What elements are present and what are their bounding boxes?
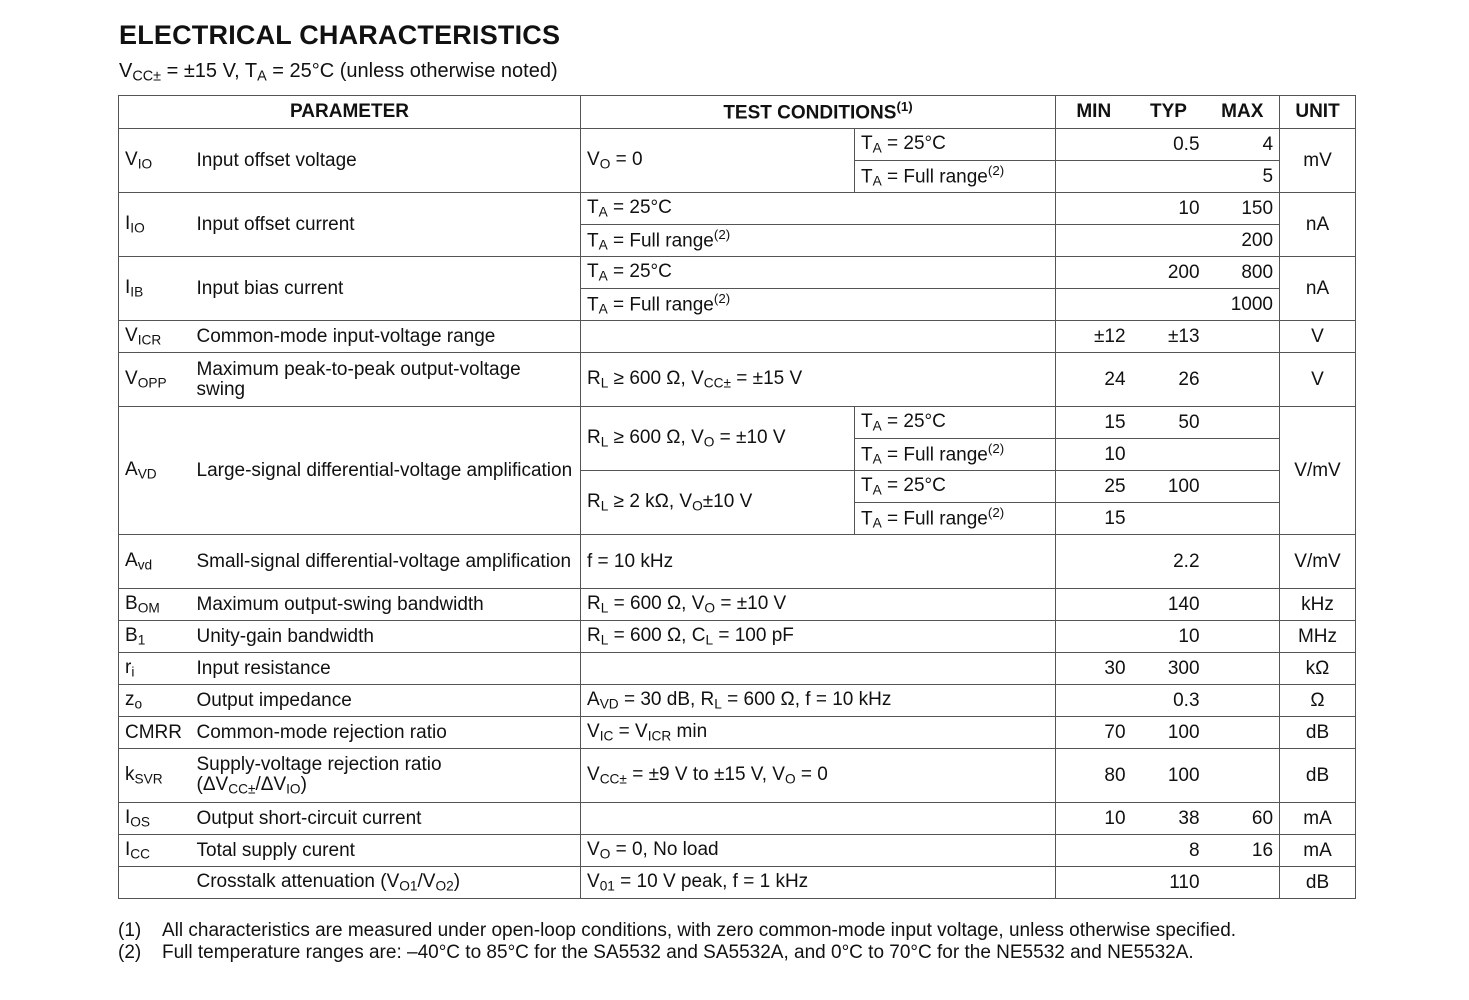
unit-cell: kΩ	[1280, 653, 1356, 685]
header-row	[119, 96, 1356, 129]
max-value	[1206, 653, 1280, 685]
max-value	[1206, 471, 1280, 503]
symbol-cell: $I_{IO}$	[119, 193, 195, 257]
typ-value: 140	[1132, 589, 1206, 621]
min-value: 24	[1056, 353, 1132, 407]
test-condition: $A_{VD} = 30$ dB, $R_L = 600$ Ω, f = 10 kHz	[581, 685, 1056, 717]
parameter-name: Maximum peak-to-peak output-voltage swing	[195, 353, 581, 407]
test-condition-sub: $T_A = 25^\circ C$	[855, 129, 1056, 161]
header-unit: UNIT	[1280, 96, 1356, 129]
symbol-cell: $V_{ICR}$	[119, 321, 195, 353]
symbol-cell: $z_o$	[119, 685, 195, 717]
max-value	[1206, 407, 1280, 439]
min-value: 30	[1056, 653, 1132, 685]
test-condition: $R_L = 600$ Ω, $V_O = \pm 10$ V	[581, 589, 1056, 621]
min-value	[1056, 685, 1132, 717]
min-value	[1056, 867, 1132, 899]
symbol-cell: $r_i$	[119, 653, 195, 685]
min-value: 10	[1056, 439, 1132, 471]
unit-cell: MHz	[1280, 621, 1356, 653]
symbol-cell: $B_1$	[119, 621, 195, 653]
unit-cell: mA	[1280, 803, 1356, 835]
table-row	[119, 867, 1356, 899]
typ-value: 2.2	[1132, 535, 1206, 589]
min-value: 15	[1056, 407, 1132, 439]
min-value	[1056, 257, 1132, 289]
min-value	[1056, 161, 1132, 193]
header-typ: TYP	[1132, 96, 1206, 129]
parameter-name: Common-mode rejection ratio	[195, 717, 581, 749]
max-value	[1206, 535, 1280, 589]
typ-value	[1132, 225, 1206, 257]
typ-value	[1132, 503, 1206, 535]
unit-cell: kHz	[1280, 589, 1356, 621]
header-test-conditions: TEST CONDITIONS$^{(1)}$	[581, 96, 1056, 129]
max-value	[1206, 749, 1280, 803]
unit-cell: V/mV	[1280, 407, 1356, 535]
symbol-cell: $A_{VD}$	[119, 407, 195, 535]
test-condition: $V_{01} = 10$ V peak, f = 1 kHz	[581, 867, 1056, 899]
unit-cell: V	[1280, 321, 1356, 353]
test-condition: $V_O = 0$	[581, 129, 855, 193]
min-value: 80	[1056, 749, 1132, 803]
max-value: 16	[1206, 835, 1280, 867]
symbol-cell: CMRR	[119, 717, 195, 749]
typ-value: 110	[1132, 867, 1206, 899]
unit-cell: mV	[1280, 129, 1356, 193]
test-condition: $V_O = 0$, No load	[581, 835, 1056, 867]
typ-value: 50	[1132, 407, 1206, 439]
typ-value: 200	[1132, 257, 1206, 289]
unit-cell: V/mV	[1280, 535, 1356, 589]
test-condition: $T_A$ = Full range$^{(2)}$	[581, 289, 1056, 321]
typ-value: 38	[1132, 803, 1206, 835]
min-value	[1056, 589, 1132, 621]
unit-cell: dB	[1280, 717, 1356, 749]
unit-cell: mA	[1280, 835, 1356, 867]
max-value	[1206, 353, 1280, 407]
symbol-cell: $V_{OPP}$	[119, 353, 195, 407]
typ-value: ±13	[1132, 321, 1206, 353]
min-value: ±12	[1056, 321, 1132, 353]
table-row	[119, 193, 1356, 225]
test-condition: $R_L \ge 2$ kΩ, $V_O\pm 10$ V	[581, 471, 855, 535]
test-condition: $T_A = 25^\circ C$	[581, 257, 1056, 289]
test-condition	[581, 653, 1056, 685]
symbol-cell: $V_{IO}$	[119, 129, 195, 193]
min-value: 25	[1056, 471, 1132, 503]
min-value	[1056, 621, 1132, 653]
min-value: 10	[1056, 803, 1132, 835]
max-value	[1206, 503, 1280, 535]
table-row	[119, 407, 1356, 439]
page-subtitle: $V_{CC\pm} = \pm 15$ V, $T_A = 25^\circ C$ (unless otherwise noted)	[119, 60, 558, 85]
header-min: MIN	[1056, 96, 1132, 129]
test-condition: $V_{IC} = V_{ICR}$ min	[581, 717, 1056, 749]
table-row	[119, 353, 1356, 407]
typ-value: 10	[1132, 193, 1206, 225]
header-max: MAX	[1206, 96, 1280, 129]
test-condition	[581, 321, 1056, 353]
symbol-cell	[119, 867, 195, 899]
min-value	[1056, 835, 1132, 867]
symbol-cell: $I_{CC}$	[119, 835, 195, 867]
parameter-name: Small-signal differential-voltage amplification	[195, 535, 581, 589]
symbol-cell: $B_{OM}$	[119, 589, 195, 621]
parameter-name: Unity-gain bandwidth	[195, 621, 581, 653]
electrical-characteristics-table	[118, 95, 1356, 899]
unit-cell: nA	[1280, 257, 1356, 321]
typ-value: 100	[1132, 717, 1206, 749]
parameter-name: Total supply curent	[195, 835, 581, 867]
typ-value	[1132, 289, 1206, 321]
typ-value	[1132, 439, 1206, 471]
table-row	[119, 803, 1356, 835]
unit-cell: dB	[1280, 749, 1356, 803]
test-condition: $T_A$ = Full range$^{(2)}$	[581, 225, 1056, 257]
test-condition: $R_L = 600$ Ω, $C_L = 100$ pF	[581, 621, 1056, 653]
max-value	[1206, 321, 1280, 353]
typ-value: 0.5	[1132, 129, 1206, 161]
unit-cell: Ω	[1280, 685, 1356, 717]
parameter-name: Input offset voltage	[195, 129, 581, 193]
parameter-name: Input bias current	[195, 257, 581, 321]
table-row	[119, 835, 1356, 867]
max-value	[1206, 867, 1280, 899]
parameter-name: Input offset current	[195, 193, 581, 257]
min-value: 15	[1056, 503, 1132, 535]
typ-value: 10	[1132, 621, 1206, 653]
table-row	[119, 653, 1356, 685]
test-condition: $T_A = 25^\circ C$	[581, 193, 1056, 225]
table-row	[119, 685, 1356, 717]
typ-value: 100	[1132, 749, 1206, 803]
max-value: 5	[1206, 161, 1280, 193]
symbol-cell: $I_{IB}$	[119, 257, 195, 321]
footnote-1: (1) All characteristics are measured under open-loop conditions, with zero common-mode input voltage, unless otherwise specified.	[118, 920, 1237, 941]
unit-cell: V	[1280, 353, 1356, 407]
unit-cell: nA	[1280, 193, 1356, 257]
footnote-2: (2) Full temperature ranges are: –40°C to 85°C for the SA5532 and SA5532A, and 0°C to 70°C for the NE5532 and NE5532A.	[118, 942, 1194, 963]
parameter-name: Output short-circuit current	[195, 803, 581, 835]
max-value: 1000	[1206, 289, 1280, 321]
table-row	[119, 589, 1356, 621]
max-value	[1206, 717, 1280, 749]
parameter-name: Supply-voltage rejection ratio $(\Delta V_{CC\pm}/\Delta V_{IO})$	[195, 749, 581, 803]
test-condition: $R_L \ge 600$ Ω, $V_O = \pm 10$ V	[581, 407, 855, 471]
table-row	[119, 257, 1356, 289]
typ-value: 26	[1132, 353, 1206, 407]
table-row	[119, 621, 1356, 653]
test-condition: $R_L \ge 600$ Ω, $V_{CC\pm} = \pm 15$ V	[581, 353, 1056, 407]
unit-cell: dB	[1280, 867, 1356, 899]
parameter-name: Large-signal differential-voltage amplification	[195, 407, 581, 535]
max-value: 60	[1206, 803, 1280, 835]
min-value: 70	[1056, 717, 1132, 749]
max-value	[1206, 685, 1280, 717]
test-condition-sub: $T_A = 25^\circ C$	[855, 471, 1056, 503]
test-condition-sub: $T_A$ = Full range$^{(2)}$	[855, 161, 1056, 193]
test-condition-sub: $T_A$ = Full range$^{(2)}$	[855, 503, 1056, 535]
table-row	[119, 749, 1356, 803]
parameter-name: Crosstalk attenuation $(V_{O1}/V_{O2})$	[195, 867, 581, 899]
min-value	[1056, 193, 1132, 225]
max-value: 150	[1206, 193, 1280, 225]
test-condition-sub: $T_A = 25^\circ C$	[855, 407, 1056, 439]
page-title: ELECTRICAL CHARACTERISTICS	[119, 20, 561, 50]
test-condition: $V_{CC\pm} = \pm 9$ V to ±15 V, $V_O = 0$	[581, 749, 1056, 803]
parameter-name: Common-mode input-voltage range	[195, 321, 581, 353]
table-row	[119, 535, 1356, 589]
symbol-cell: $A_{vd}$	[119, 535, 195, 589]
max-value: 4	[1206, 129, 1280, 161]
min-value	[1056, 129, 1132, 161]
typ-value: 8	[1132, 835, 1206, 867]
max-value	[1206, 589, 1280, 621]
min-value	[1056, 289, 1132, 321]
test-condition-sub: $T_A$ = Full range$^{(2)}$	[855, 439, 1056, 471]
symbol-cell: $I_{OS}$	[119, 803, 195, 835]
typ-value: 300	[1132, 653, 1206, 685]
parameter-name: Output impedance	[195, 685, 581, 717]
typ-value	[1132, 161, 1206, 193]
typ-value: 0.3	[1132, 685, 1206, 717]
min-value	[1056, 225, 1132, 257]
max-value	[1206, 439, 1280, 471]
table-row	[119, 321, 1356, 353]
max-value	[1206, 621, 1280, 653]
max-value: 800	[1206, 257, 1280, 289]
header-parameter: PARAMETER	[119, 96, 581, 129]
test-condition: f = 10 kHz	[581, 535, 1056, 589]
min-value	[1056, 535, 1132, 589]
test-condition	[581, 803, 1056, 835]
typ-value: 100	[1132, 471, 1206, 503]
max-value: 200	[1206, 225, 1280, 257]
table-row	[119, 717, 1356, 749]
table-row	[119, 129, 1356, 161]
parameter-name: Input resistance	[195, 653, 581, 685]
parameter-name: Maximum output-swing bandwidth	[195, 589, 581, 621]
symbol-cell: $k_{SVR}$	[119, 749, 195, 803]
